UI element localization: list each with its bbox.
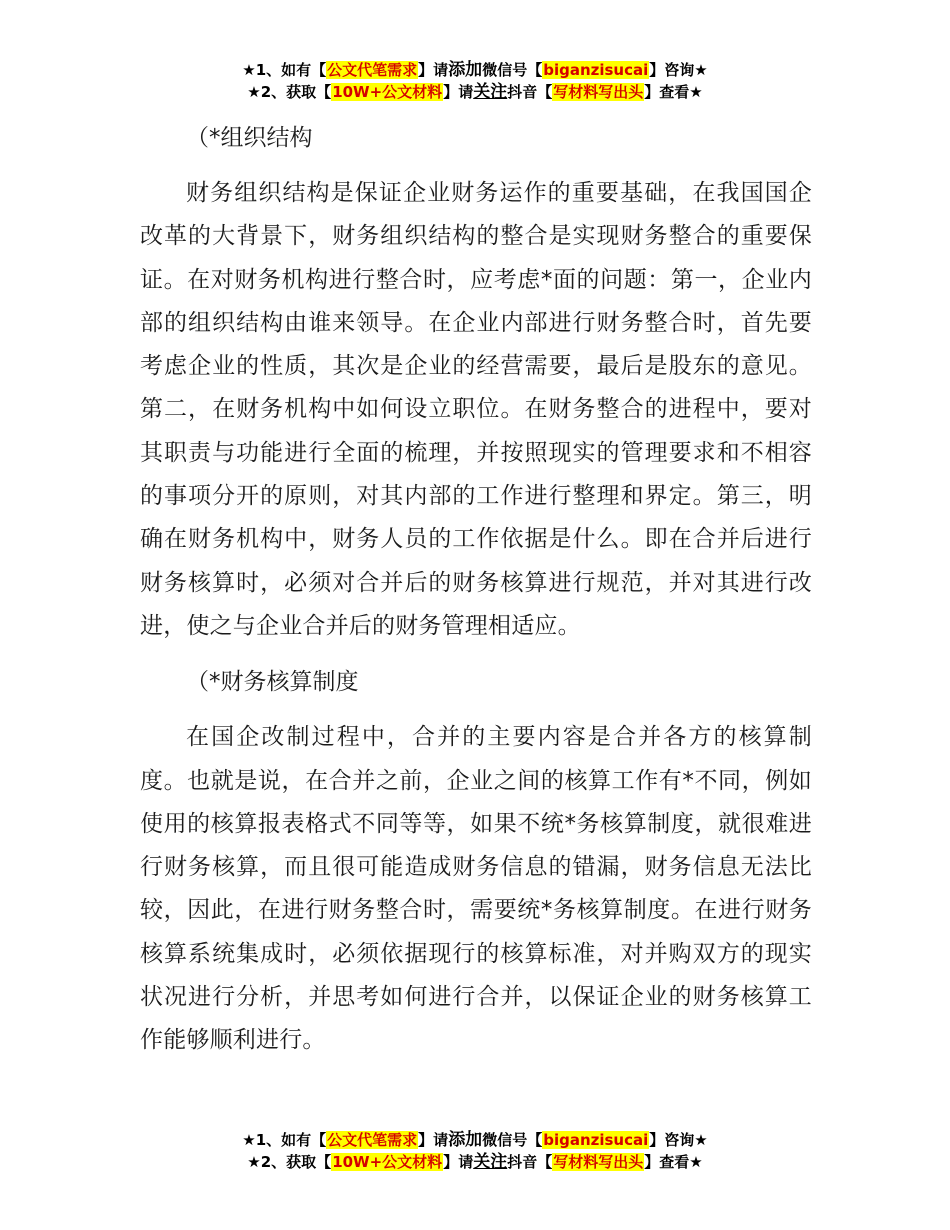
banner-emphasis: 添加 bbox=[448, 1130, 483, 1150]
banner-text: 】咨询★ bbox=[649, 61, 708, 79]
banner-highlight-service: 公文代笔需求 bbox=[327, 61, 418, 79]
banner-text: ★2、获取【 bbox=[247, 1153, 332, 1171]
banner-text: 】请 bbox=[418, 61, 449, 79]
banner-text: 微信号【 bbox=[482, 1131, 543, 1149]
banner-emphasis: 关注 bbox=[473, 82, 508, 102]
banner-text: 】咨询★ bbox=[649, 1131, 708, 1149]
banner-text: 】查看★ bbox=[644, 1153, 703, 1171]
section-heading-accounting-system: （*财务核算制度 bbox=[186, 669, 359, 696]
banner-text: ★2、获取【 bbox=[247, 83, 332, 101]
banner-text: 】请 bbox=[443, 83, 474, 101]
section-heading-organization: （*组织结构 bbox=[186, 125, 313, 151]
banner-highlight-douyin: 写材料写出头 bbox=[553, 83, 644, 101]
banner-highlight-materials: 10W+公文材料 bbox=[332, 83, 443, 101]
banner-text: 抖音【 bbox=[507, 1153, 553, 1171]
banner-text: 】请 bbox=[418, 1131, 449, 1149]
banner-text: 】查看★ bbox=[644, 83, 703, 101]
banner-highlight-materials: 10W+公文材料 bbox=[332, 1153, 443, 1171]
banner-emphasis: 关注 bbox=[473, 1152, 508, 1172]
section-paragraph-organization: 财务组织结构是保证企业财务运作的重要基础，在我国国企改革的大背景下，财务组织结构的整合是实现财务整合的重要保证。在对财务机构进行整合时，应考虑*面的问题：第一，企业内部的组织结构由谁来领导。在企业内部进行财务整合时，首先要考虑企业的性质，其次是企业的经营需要，最后是股东的意见。第二，在财务机构中如何设立职位。在财务整合的进程中，要对其职责与功能进行全面的梳理，并按照现实的管理要求和不相容的事项分开的原则，对其内部的工作进行整理和界定。第三，明确在财务机构中，财务人员的工作依据是什么。即在合并后进行财务核算时，必须对合并后的财务核算进行规范，并对其进行改进，使之与企业合并后的财务管理相适应。 bbox=[140, 180, 812, 639]
banner-text: 微信号【 bbox=[482, 61, 543, 79]
banner-text: 】请 bbox=[443, 1153, 474, 1171]
banner-emphasis: 添加 bbox=[448, 60, 483, 80]
banner-line-2 bbox=[0, 1151, 950, 1173]
banner-text: 抖音【 bbox=[507, 83, 553, 101]
document-body bbox=[140, 118, 812, 1063]
banner-line-1 bbox=[0, 1129, 950, 1151]
banner-highlight-douyin: 写材料写出头 bbox=[553, 1153, 644, 1171]
header-banner bbox=[0, 59, 950, 103]
banner-text: ★1、如有【 bbox=[242, 1131, 327, 1149]
banner-text: ★1、如有【 bbox=[242, 61, 327, 79]
banner-highlight-service: 公文代笔需求 bbox=[327, 1131, 418, 1149]
section-paragraph-accounting-system: 在国企改制过程中，合并的主要内容是合并各方的核算制度。也就是说，在合并之前，企业之间的核算工作有*不同，例如使用的核算报表格式不同等等，如果不统*务核算制度，就很难进行财务核算，而且很可能造成财务信息的错漏，财务信息无法比较，因此，在进行财务整合时，需要统*务核算制度。在进行财务核算系统集成时，必须依据现行的核算标准，对并购双方的现实状况进行分析，并思考如何进行合并，以保证企业的财务核算工作能够顺利进行。 bbox=[140, 724, 812, 1054]
banner-highlight-wechat-id: biganzisucai bbox=[543, 61, 649, 79]
banner-line-1 bbox=[0, 59, 950, 81]
banner-highlight-wechat-id: biganzisucai bbox=[543, 1131, 649, 1149]
footer-banner bbox=[0, 1129, 950, 1173]
banner-line-2 bbox=[0, 81, 950, 103]
